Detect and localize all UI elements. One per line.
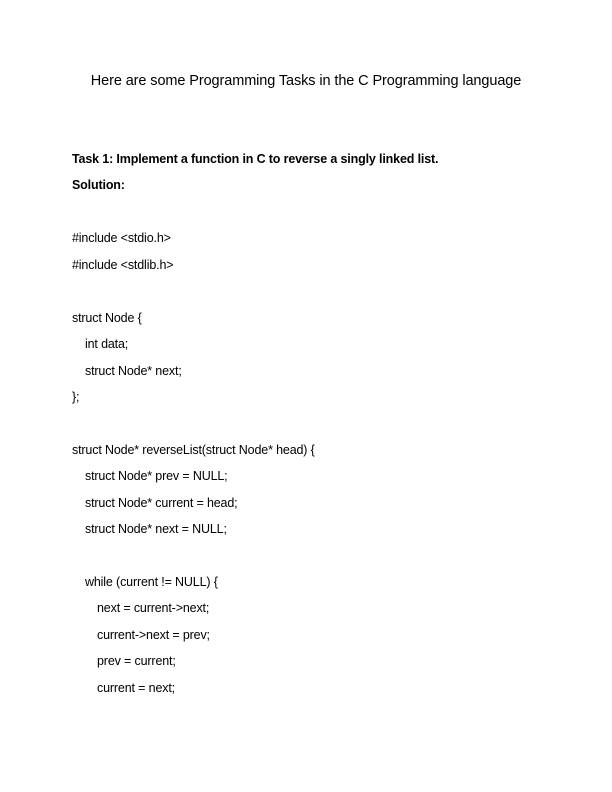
code-line: struct Node* next = NULL; <box>85 522 227 536</box>
solution-label: Solution: <box>72 178 125 192</box>
page-title: Here are some Programming Tasks in the C Programming language <box>90 73 522 89</box>
code-line: #include <stdlib.h> <box>72 258 174 272</box>
code-line: next = current->next; <box>97 601 210 615</box>
task-heading: Task 1: Implement a function in C to reverse a singly linked list. <box>72 152 439 166</box>
code-line: current = next; <box>97 681 175 695</box>
code-line: struct Node* prev = NULL; <box>85 469 228 483</box>
code-line: struct Node* current = head; <box>85 496 238 510</box>
code-line: current->next = prev; <box>97 628 210 642</box>
code-line: #include <stdio.h> <box>72 231 171 245</box>
code-line: int data; <box>85 337 129 351</box>
code-line: struct Node { <box>72 311 142 325</box>
code-line: while (current != NULL) { <box>85 575 218 589</box>
code-line: prev = current; <box>97 654 176 668</box>
code-line: }; <box>72 390 80 404</box>
code-line: struct Node* next; <box>85 364 182 378</box>
code-line: struct Node* reverseList(struct Node* head) { <box>72 443 315 457</box>
